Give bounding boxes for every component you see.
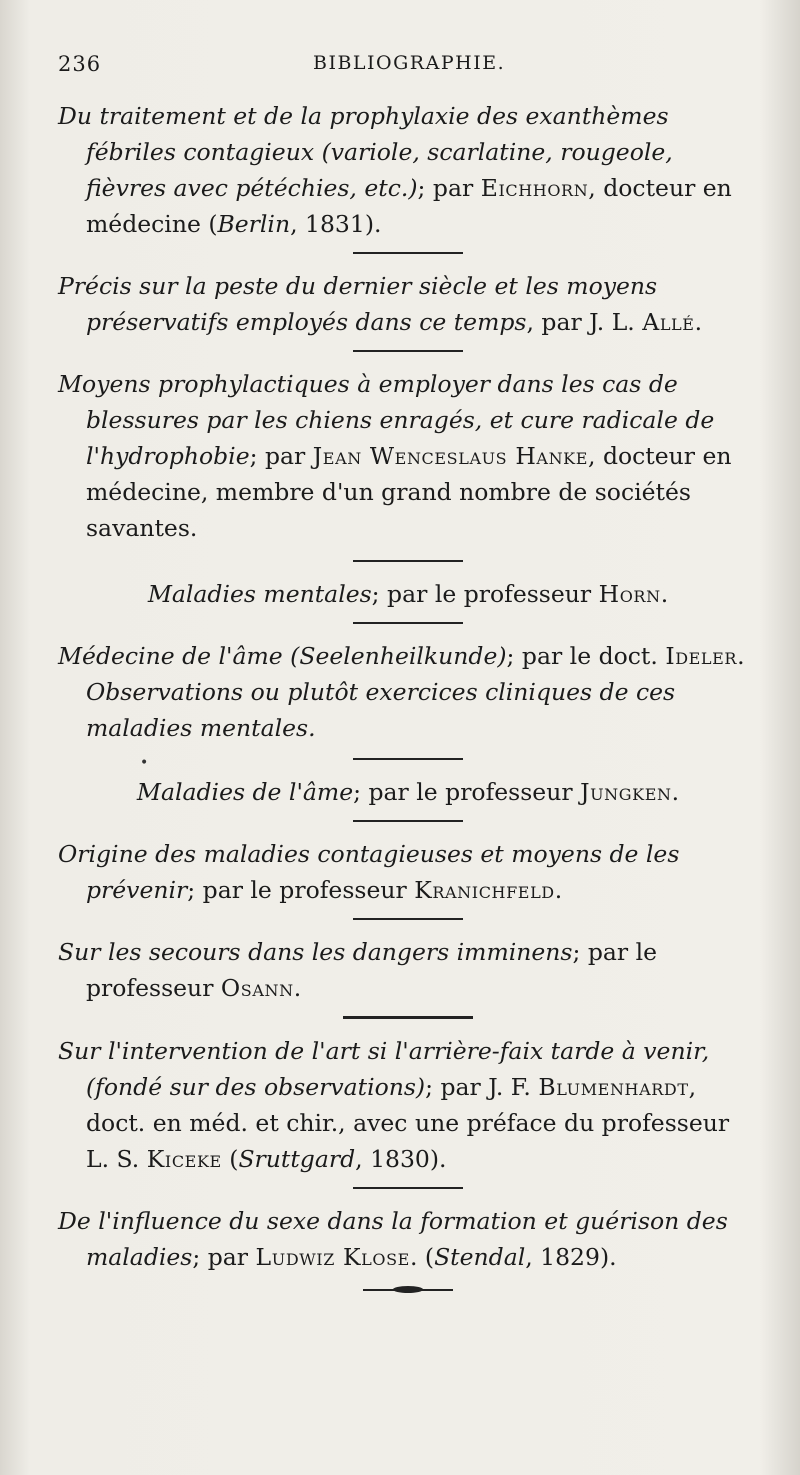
entry-author: Ideler [665,642,738,670]
entry-author-secondary: Kiceke [146,1145,222,1173]
entry-by: , par J. L. [526,308,635,336]
page-header [58,48,740,88]
entry-title: Du traitement et de la prophylaxie des exanthèmes fébriles contagieux (variole, scarlatine, rougeole, fièvres avec pétéchies, etc.) [58,102,673,202]
bibliography-entry [58,98,758,242]
entry-rest: . [737,642,745,670]
entry-place: Sruttgard [238,1145,356,1173]
entry-author: Kranichfeld [414,876,555,904]
entry-title: De l'influence du sexe dans la formation et guérison des maladies [58,1207,728,1271]
separator-rule [343,1016,473,1019]
bibliography-list [58,98,758,1295]
entry-title: Sur les secours dans les dangers imminens [58,938,573,966]
bibliography-entry [58,836,758,908]
bibliography-entry [58,638,758,746]
entry-author: Osann [220,974,294,1002]
entry-note: Observations ou plutôt exercices cliniques de ces maladies mentales. [86,678,676,742]
entry-rest: . ( [409,1243,435,1271]
bibliography-entry [58,268,758,340]
entry-author: Eichhorn [480,174,589,202]
entry-by: ; par le professeur [187,876,407,904]
entry-by: ; par le professeur [353,778,573,806]
entry-author: Jungken [580,778,672,806]
entry-author: Ludwiz Klose [255,1243,410,1271]
entry-title: Moyens prophylactiques à employer dans les cas de blessures par les chiens enragés, et cure radicale de l'hydrophobie [58,370,715,470]
entry-year: , 1831). [290,210,382,238]
bibliography-entry [58,774,758,810]
entry-year: , 1830). [355,1145,447,1173]
entry-author: Allé [642,308,695,336]
separator-rule [353,622,463,624]
entry-title: Maladies de l'âme [136,778,354,806]
separator-rule [353,918,463,920]
running-head: BIBLIOGRAPHIE. [313,52,506,74]
entry-by: ; par le doct. [506,642,658,670]
closing-ornament [363,1285,453,1295]
separator-rule [353,350,463,352]
entry-author: Horn [598,580,661,608]
stray-dot [140,752,146,758]
entry-by: ; par [192,1243,249,1271]
entry-by: ; par le professeur [86,938,658,1002]
separator-rule [353,820,463,822]
entry-rest: . [293,974,302,1002]
entry-title: Maladies mentales [147,580,372,608]
page-number: 236 [58,52,102,76]
bibliography-entry [58,366,758,546]
entry-title: Sur l'intervention de l'art si l'arrière-faix tarde à venir, (fondé sur des observations) [58,1037,710,1101]
entry-rest: . [554,876,563,904]
entry-by: ; par J. F. [425,1073,531,1101]
entry-title: Médecine de l'âme (Seelenheilkunde) [58,642,507,670]
entry-rest: , docteur en médecine ( [86,174,732,238]
entry-title: Précis sur la peste du dernier siècle et les moyens préservatifs employés dans ce temps [58,272,658,336]
entry-rest: . [671,778,680,806]
entry-rest: . [660,580,669,608]
entry-title: Origine des maladies contagieuses et moyens de les prévenir [58,840,680,904]
entry-place: Stendal [434,1243,526,1271]
entry-rest: , docteur en médecine, membre d'un grand nombre de sociétés savantes. [86,442,732,542]
bibliography-entry [58,1203,758,1275]
separator-rule [353,252,463,254]
entry-year: , 1829). [525,1243,617,1271]
entry-by: ; par [417,174,474,202]
separator-rule [353,1187,463,1189]
entry-rest: , doct. en méd. et chir., avec une préface du professeur L. S. [86,1073,730,1173]
entry-author: Blumenhardt [538,1073,689,1101]
entry-place: Berlin [217,210,291,238]
entry-by: ; par le professeur [371,580,592,608]
separator-rule [353,758,463,760]
separator-rule [353,560,463,562]
bibliography-entry [58,934,758,1006]
bibliography-entry [58,576,758,612]
entry-rest: . [694,308,703,336]
bibliography-entry: Sur l'intervention de l'art si l'arrière-faix tarde à venir, (fondé sur des observations); par J. F. Blumenhardt, doct. en méd. et chir., avec une préface du professeur L. S. Kiceke (Sruttgard, 1830). [58,1037,730,1173]
entry-author: Jean Wenceslaus Hanke [312,442,588,470]
entry-by: ; par [249,442,306,470]
